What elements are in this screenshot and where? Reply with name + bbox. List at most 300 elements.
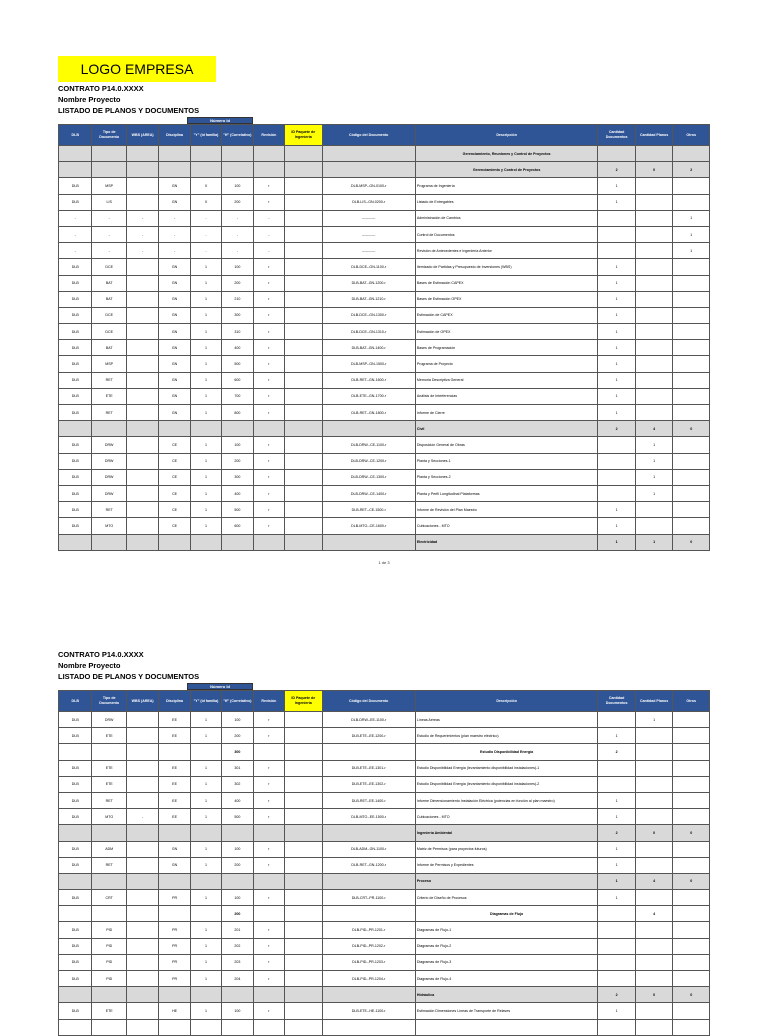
table-cell [635,226,673,242]
table-cell [673,792,710,808]
table-cell [673,405,710,421]
table-cell [126,857,158,873]
column-header: Código del Documento [322,691,415,712]
table-cell [92,146,126,162]
table-cell: DLB-PID--PR-1203-r [322,954,415,970]
group-other-count: 0 [673,987,710,1003]
table-cell [285,502,323,518]
table-cell: 1 [190,307,221,323]
table-cell: DLB-DRW--CE-1100-r [322,437,415,453]
table-cell: CE [159,485,190,501]
numero-id-label: Número Id [187,117,253,124]
table-cell: DLB [59,841,92,857]
table-cell: 500 [222,502,253,518]
table-cell [126,356,158,372]
table-cell [190,744,221,760]
table-cell: PR [159,922,190,938]
table-cell: r [253,890,284,906]
table-cell: Criterio de Diseño de Procesos [415,890,598,906]
table-cell: - [253,226,284,242]
table-cell: RET [92,372,126,388]
header-row [59,125,710,146]
table-cell: - [159,243,190,259]
column-header: Código del Documento [322,125,415,146]
table-cell: GN [159,275,190,291]
table-cell: DLB [59,291,92,307]
group-header-row [59,421,710,437]
table-cell: Disposición General de Obras [415,437,598,453]
table-cell [126,324,158,340]
table-cell [635,178,673,194]
table-cell [222,987,253,1003]
table-cell: 600 [222,518,253,534]
table-cell: r [253,275,284,291]
table-cell [285,421,323,437]
table-cell: MSP [92,178,126,194]
table-cell: 100 [222,712,253,728]
table-cell [190,534,221,550]
column-header: Cantidad Documentos [598,125,636,146]
table-cell: Diagramas de Flujo-4 [415,971,598,987]
group-header-row [59,873,710,889]
table-row [59,275,710,291]
table-row [59,291,710,307]
table-cell: DLB-PID--PR-1202-r [322,938,415,954]
table-cell: 1 [598,356,636,372]
table-cell [285,987,323,1003]
table-cell: ADM [92,841,126,857]
table-cell [285,194,323,210]
column-header: DLB [59,125,92,146]
table-cell: DRW [92,712,126,728]
table-cell [673,146,710,162]
table-cell [253,987,284,1003]
table-cell [126,873,158,889]
group-other-count: 0 [673,534,710,550]
table-cell [635,388,673,404]
table-cell: r [253,340,284,356]
table-cell [285,728,323,744]
table-cell: Administración de Cambios [415,210,598,226]
table-cell [285,971,323,987]
table-cell: - [159,226,190,242]
table-cell: DLB-RET--EE-1400-r [322,792,415,808]
table-cell: 1 [598,178,636,194]
group-other-count: 0 [673,873,710,889]
subgroup-id: 300 [222,744,253,760]
table-cell [190,987,221,1003]
table-cell: 210 [222,291,253,307]
table-cell: DLB-RET--GN-1600-r [322,372,415,388]
table-cell: r [253,760,284,776]
table-cell: 1 [190,971,221,987]
table-cell [673,776,710,792]
table-cell [673,275,710,291]
table-cell: DLB-DRW--EE-1100-r [322,712,415,728]
table-cell: - [190,243,221,259]
table-cell [285,873,323,889]
table-cell: r [253,922,284,938]
table-cell: MSP [92,356,126,372]
table-cell: - [126,243,158,259]
subgroup-doc-count [598,906,636,922]
table-cell: DLB [59,340,92,356]
table-cell: DCE [92,259,126,275]
table-cell: 1 [190,275,221,291]
table-cell [322,146,415,162]
table-cell [253,146,284,162]
table-cell [285,291,323,307]
table-cell [159,873,190,889]
column-header: Descripción [415,691,598,712]
table-cell: EE [159,809,190,825]
group-plan-count: 4 [635,421,673,437]
table-cell [59,744,92,760]
table-cell [598,760,636,776]
group-doc-count: 2 [598,987,636,1003]
table-cell: r [253,388,284,404]
table-cell: RET [92,857,126,873]
table-cell [59,162,92,178]
table-cell: BAT [92,340,126,356]
table-cell: DLB-BAT--GN-1210-r [322,291,415,307]
table-cell: 100 [222,841,253,857]
column-header: ID Paquete de Ingeniería [285,691,323,712]
table-cell [285,178,323,194]
table-cell [126,469,158,485]
table-cell: 300 [222,469,253,485]
table-cell [635,259,673,275]
table-cell: 310 [222,324,253,340]
table-cell [598,453,636,469]
table-cell: DLB-MSP--GN-0100-r [322,178,415,194]
subgroup-row [59,744,710,760]
table-cell: 100 [222,890,253,906]
table-cell: GN [159,194,190,210]
table-cell: DLB-ETE--GN-1700-r [322,388,415,404]
table-cell [285,259,323,275]
table-cell [126,405,158,421]
table-cell: DLB-ETE--EE-1200-r [322,728,415,744]
table-cell [92,1019,126,1035]
table-row [59,307,710,323]
table-cell: - [126,226,158,242]
table-cell: 301 [222,760,253,776]
table-row [59,857,710,873]
table-cell: DRW [92,437,126,453]
table-cell [598,437,636,453]
table-cell [635,275,673,291]
table-cell: DLB-ETE--EE-1302-r [322,776,415,792]
table-cell: r [253,307,284,323]
table-cell: r [253,178,284,194]
table-cell [92,906,126,922]
table-cell: 0 [190,178,221,194]
table-cell: GN [159,857,190,873]
table-cell [126,146,158,162]
table-cell: Planta y Secciones-2 [415,469,598,485]
table-cell [126,760,158,776]
table-row [59,841,710,857]
table-cell: r [253,971,284,987]
group-plan-count: 0 [635,987,673,1003]
table-cell [598,1019,636,1035]
table-cell: 1 [190,728,221,744]
table-cell: - [59,226,92,242]
column-header: "Y" (id familia) [190,691,221,712]
table-cell [159,534,190,550]
table-cell [59,146,92,162]
table-row [59,890,710,906]
table-cell [285,356,323,372]
table-cell: 1 [635,453,673,469]
table-cell [126,340,158,356]
table-cell: 1 [190,259,221,275]
table-cell [59,906,92,922]
table-cell: 1 [190,518,221,534]
table-cell [285,340,323,356]
table-cell: ETE [92,760,126,776]
table-cell [285,485,323,501]
table-cell: DLB-RET--GN-1200-r [322,857,415,873]
table-cell [190,906,221,922]
table-cell: - [253,243,284,259]
table-cell [92,873,126,889]
documents-table-page-1 [58,124,710,551]
table-cell: DLB-RET--GN-1800-r [322,405,415,421]
table-cell [190,162,221,178]
table-cell [126,938,158,954]
table-cell: - [190,210,221,226]
table-cell [598,938,636,954]
table-cell: DLB-BAT--GN-1200-r [322,275,415,291]
table-cell [126,776,158,792]
table-cell [126,518,158,534]
table-cell: MTO [92,809,126,825]
table-cell [285,1019,323,1035]
table-cell [673,1003,710,1019]
table-cell: GN [159,340,190,356]
table-cell [222,1019,253,1035]
table-cell: 1 [190,841,221,857]
table-cell [92,825,126,841]
table-cell [285,744,323,760]
table-cell [598,485,636,501]
table-cell: DLB-DRW--CE-1200-r [322,453,415,469]
table-cell: 1 [673,243,710,259]
table-cell: DLB [59,437,92,453]
column-header: Cantidad Documentos [598,691,636,712]
table-cell [126,1019,158,1035]
table-cell: HE [159,1003,190,1019]
table-cell [635,954,673,970]
table-cell [285,388,323,404]
table-cell [635,372,673,388]
table-cell: 1 [190,405,221,421]
table-cell [126,906,158,922]
table-cell: 1 [673,226,710,242]
table-cell: 200 [222,857,253,873]
column-header: Revisión [253,691,284,712]
table-cell [126,825,158,841]
table-cell [673,485,710,501]
table-cell: 1 [190,922,221,938]
table-cell: Estudio Disponibilidad Energía (levantamiento disponibilidad instalaciones)-2 [415,776,598,792]
table-cell: DLB-DCE--GN-1310-r [322,324,415,340]
table-cell: 1 [190,453,221,469]
table-cell [253,534,284,550]
table-cell [190,421,221,437]
table-cell [598,210,636,226]
table-cell: Bases de Programación [415,340,598,356]
table-cell: DLB-DCE--GN-1300-r [322,307,415,323]
table-cell: 400 [222,792,253,808]
table-cell: PID [92,954,126,970]
table-cell: DLB-DRW--CE-1400-r [322,485,415,501]
table-cell: Diagramas de Flujo-1 [415,922,598,938]
table-cell: 1 [598,857,636,873]
subgroup-other-count [673,906,710,922]
table-cell [635,1019,673,1035]
table-cell: 1 [190,372,221,388]
table-cell: 200 [222,194,253,210]
table-cell [598,243,636,259]
table-cell: 302 [222,776,253,792]
table-cell: r [253,405,284,421]
table-cell [635,857,673,873]
table-cell [190,146,221,162]
table-cell [598,712,636,728]
table-cell: 1 [598,518,636,534]
table-cell [285,809,323,825]
group-plan-count: 1 [635,534,673,550]
table-cell [673,1019,710,1035]
table-cell [285,226,323,242]
table-cell: 1 [190,502,221,518]
table-cell [92,744,126,760]
table-cell: CE [159,437,190,453]
table-cell: 1 [190,890,221,906]
page-number: 1 de 3 [378,560,390,565]
table-cell [285,890,323,906]
table-cell [673,372,710,388]
table-cell [598,776,636,792]
table-cell: 1 [673,210,710,226]
table-cell: DLB [59,178,92,194]
table-row [59,518,710,534]
table-cell: 600 [222,372,253,388]
table-cell: r [253,776,284,792]
table-cell [126,712,158,728]
table-cell [673,890,710,906]
table-cell [285,954,323,970]
table-cell [673,259,710,275]
table-cell [598,971,636,987]
group-doc-count: 1 [598,873,636,889]
table-cell: r [253,259,284,275]
table-cell: 1 [598,405,636,421]
table-cell [635,728,673,744]
table-cell [285,405,323,421]
table-cell: ETE [92,776,126,792]
table-cell [190,1019,221,1035]
table-row [59,760,710,776]
table-row [59,178,710,194]
table-cell: PR [159,890,190,906]
table-cell: DLB [59,792,92,808]
table-cell: 0 [190,194,221,210]
table-cell: - [92,243,126,259]
table-row [59,469,710,485]
table-cell: PID [92,922,126,938]
table-cell: Bases de Estimación CAPEX [415,275,598,291]
table-cell: Informe de Permisos y Expedientes [415,857,598,873]
table-cell [598,226,636,242]
table-cell [59,421,92,437]
table-cell [673,971,710,987]
table-cell: EE [159,776,190,792]
table-cell: EE [159,712,190,728]
table-cell: Diagramas de Flujo-2 [415,938,598,954]
table-cell: 1 [635,712,673,728]
table-cell [253,906,284,922]
table-cell [673,938,710,954]
column-header: Tipo de Documento [92,691,126,712]
subgroup-plan-count: 4 [635,906,673,922]
table-cell: DLB [59,922,92,938]
table-cell: EE [159,760,190,776]
table-cell: r [253,291,284,307]
table-cell: DLB [59,857,92,873]
table-cell [92,987,126,1003]
subgroup-title: Diagramas de Flujo [415,906,598,922]
table-row [59,324,710,340]
table-cell [159,825,190,841]
table-cell: r [253,809,284,825]
table-cell [126,971,158,987]
table-cell: GN [159,356,190,372]
table-cell: r [253,194,284,210]
table-cell: 1 [598,1003,636,1019]
table-cell [285,938,323,954]
table-cell [598,469,636,485]
column-header: ID Paquete de Ingeniería [285,125,323,146]
table-cell: ETE [92,388,126,404]
table-cell: DLB-PID--PR-1201-r [322,922,415,938]
table-cell [673,388,710,404]
subgroup-id: 200 [222,906,253,922]
table-cell [285,372,323,388]
section-title: Gerenciamiento, Reuniones y Control de Proyectos [415,146,598,162]
table-cell [673,453,710,469]
table-cell: Estimación de OPEX [415,324,598,340]
table-cell: EE [159,728,190,744]
table-cell: CE [159,518,190,534]
table-cell: PID [92,971,126,987]
table-cell [126,792,158,808]
table-cell: 1 [190,356,221,372]
table-cell: DLB-RET--CE-1500-r [322,502,415,518]
table-cell [635,291,673,307]
list-title: LISTADO DE PLANOS Y DOCUMENTOS [58,106,200,115]
table-cell: 800 [222,405,253,421]
table-cell [673,760,710,776]
company-logo: LOGO EMPRESA [58,56,216,82]
table-cell: CRT [92,890,126,906]
group-plan-count: 0 [635,825,673,841]
table-cell [322,825,415,841]
table-cell [253,421,284,437]
